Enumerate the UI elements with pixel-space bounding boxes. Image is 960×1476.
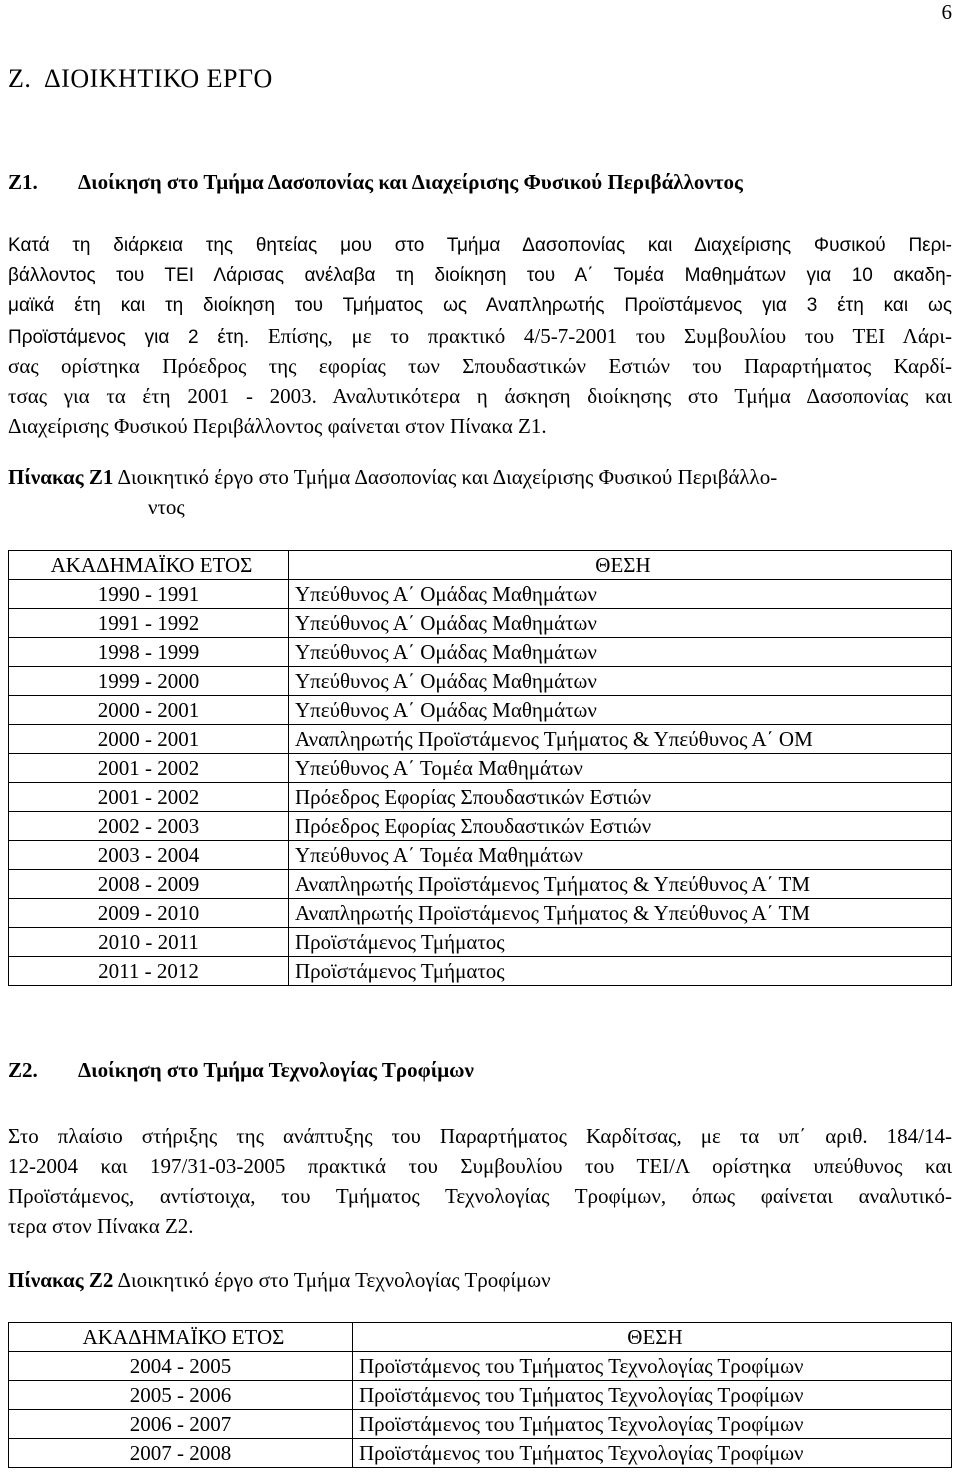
cell-year: 1990 - 1991 bbox=[9, 580, 289, 609]
z1-table bbox=[8, 550, 952, 986]
table-row bbox=[9, 696, 952, 725]
table-row bbox=[9, 812, 952, 841]
header-position: ΘΕΣΗ bbox=[353, 1323, 952, 1352]
table-row bbox=[9, 899, 952, 928]
z1-line-7: Διαχείρισης Φυσικού Περιβάλλοντος φαίνεται στον Πίνακα Ζ1. bbox=[8, 414, 547, 438]
cell-position: Υπεύθυνος Α΄ Ομάδας Μαθημάτων bbox=[289, 580, 952, 609]
table-row bbox=[9, 580, 952, 609]
cell-position: Προϊστάμενος Τμήματος bbox=[289, 957, 952, 986]
table-row bbox=[9, 841, 952, 870]
cell-year: 2002 - 2003 bbox=[9, 812, 289, 841]
cell-year: 2006 - 2007 bbox=[9, 1410, 353, 1439]
table-row bbox=[9, 754, 952, 783]
cell-position: Υπεύθυνος Α΄ Ομάδας Μαθημάτων bbox=[289, 609, 952, 638]
z2-line-2: 12-2004 και 197/31-03-2005 πρακτικά του Συμβουλίου του ΤΕΙ/Λ ορίστηκα υπεύθυνος και bbox=[8, 1154, 952, 1178]
cell-position: Προϊστάμενος του Τμήματος Τεχνολογίας Τροφίμων bbox=[353, 1410, 952, 1439]
section-heading: Ζ. ΔΙΟΙΚΗΤΙΚΟ ΕΡΓΟ bbox=[8, 64, 273, 93]
table-row bbox=[9, 783, 952, 812]
cell-year: 2007 - 2008 bbox=[9, 1439, 353, 1468]
cell-position: Προϊστάμενος του Τμήματος Τεχνολογίας Τροφίμων bbox=[353, 1381, 952, 1410]
z2-line-3: Προϊστάμενος, αντίστοιχα, του Τμήματος Τεχνολογίας Τροφίμων, όπως φαίνεται αναλυτικό- bbox=[8, 1184, 952, 1208]
cell-year: 2001 - 2002 bbox=[9, 783, 289, 812]
z1-title: Διοίκηση στο Τμήμα Δασοπονίας και Διαχείρισης Φυσικού Περιβάλλοντος bbox=[78, 170, 743, 194]
table-row bbox=[9, 1439, 952, 1468]
cell-position: Προϊστάμενος του Τμήματος Τεχνολογίας Τροφίμων bbox=[353, 1439, 952, 1468]
z2-caption-text: Διοικητικό έργο στο Τμήμα Τεχνολογίας Τροφίμων bbox=[117, 1268, 551, 1292]
z1-line-3: μαϊκά έτη και τη διοίκηση του Τμήματος ως Αναπληρωτής Προϊστάμενος για 3 έτη και ως bbox=[8, 295, 952, 316]
header-position: ΘΕΣΗ bbox=[289, 551, 952, 580]
header-year: ΑΚΑΔΗΜΑΪΚΟ ΕΤΟΣ bbox=[9, 551, 289, 580]
table-row bbox=[9, 667, 952, 696]
z2-paragraph bbox=[8, 1121, 952, 1241]
z1-line-4-rest: Επίσης, με το πρακτικό 4/5-7-2001 του Συμβουλίου του ΤΕΙ Λάρι- bbox=[267, 324, 952, 348]
cell-position: Προϊστάμενος Τμήματος bbox=[289, 928, 952, 957]
cell-position: Αναπληρωτής Προϊστάμενος Τμήματος & Υπεύθυνος Α΄ ΤΜ bbox=[289, 899, 952, 928]
cell-position: Υπεύθυνος Α΄ Ομάδας Μαθημάτων bbox=[289, 638, 952, 667]
page-number: 6 bbox=[941, 0, 952, 24]
z1-line-4-start: Προϊστάμενος για 2 έτη. bbox=[8, 327, 250, 348]
z1-line-1: Κατά τη διάρκεια της θητείας μου στο Τμήμα Δασοπονίας και Διαχείρισης Φυσικού Περι- bbox=[8, 235, 952, 256]
z1-caption-text: Διοικητικό έργο στο Τμήμα Δασοπονίας και Διαχείρισης Φυσικού Περιβάλλο- bbox=[117, 465, 778, 489]
cell-year: 2004 - 2005 bbox=[9, 1352, 353, 1381]
z2-line-4: τερα στον Πίνακα Ζ2. bbox=[8, 1214, 194, 1238]
table-row bbox=[9, 1352, 952, 1381]
cell-year: 2000 - 2001 bbox=[9, 725, 289, 754]
cell-position: Αναπληρωτής Προϊστάμενος Τμήματος & Υπεύθυνος Α΄ ΟΜ bbox=[289, 725, 952, 754]
table-row bbox=[9, 870, 952, 899]
table-header-row bbox=[9, 551, 952, 580]
cell-year: 2003 - 2004 bbox=[9, 841, 289, 870]
header-year: ΑΚΑΔΗΜΑΪΚΟ ΕΤΟΣ bbox=[9, 1323, 353, 1352]
table-row bbox=[9, 638, 952, 667]
z1-number: Ζ1. bbox=[8, 170, 38, 194]
z2-line-1: Στο πλαίσιο στήριξης της ανάπτυξης του Παραρτήματος Καρδίτσας, με τα υπ΄ αριθ. 184/14- bbox=[8, 1124, 952, 1148]
cell-year: 2009 - 2010 bbox=[9, 899, 289, 928]
z1-line-6-rest: Αναλυτικότερα η άσκηση διοίκησης στο Τμήμα Δασοπονίας και bbox=[332, 384, 953, 408]
table-row bbox=[9, 725, 952, 754]
table-header-row bbox=[9, 1323, 952, 1352]
z1-caption-label: Πίνακας Ζ1 bbox=[8, 465, 114, 489]
table-row bbox=[9, 1410, 952, 1439]
z2-table bbox=[8, 1322, 952, 1468]
z1-table-body bbox=[9, 551, 952, 986]
z2-heading bbox=[8, 1058, 474, 1083]
cell-position: Υπεύθυνος Α΄ Ομάδας Μαθημάτων bbox=[289, 667, 952, 696]
cell-year: 2008 - 2009 bbox=[9, 870, 289, 899]
z1-table-caption bbox=[8, 462, 952, 492]
z1-line-5: σας ορίστηκα Πρόεδρος της εφορίας των Σπουδαστικών Εστιών του Παραρτήματος Καρδί- bbox=[8, 354, 952, 378]
z2-title: Διοίκηση στο Τμήμα Τεχνολογίας Τροφίμων bbox=[78, 1058, 474, 1082]
table-row bbox=[9, 609, 952, 638]
cell-year: 2000 - 2001 bbox=[9, 696, 289, 725]
cell-position: Υπεύθυνος Α΄ Τομέα Μαθημάτων bbox=[289, 754, 952, 783]
z2-table-caption bbox=[8, 1265, 952, 1295]
cell-year: 1999 - 2000 bbox=[9, 667, 289, 696]
cell-year: 2011 - 2012 bbox=[9, 957, 289, 986]
z1-line-6-start: τσας για τα έτη 2001 - 2003. bbox=[8, 384, 317, 408]
table-row bbox=[9, 957, 952, 986]
cell-year: 2010 - 2011 bbox=[9, 928, 289, 957]
cell-year: 2001 - 2002 bbox=[9, 754, 289, 783]
z2-number: Ζ2. bbox=[8, 1058, 38, 1082]
cell-position: Πρόεδρος Εφορίας Σπουδαστικών Εστιών bbox=[289, 812, 952, 841]
table-row bbox=[9, 1381, 952, 1410]
z1-line-2: βάλλοντος του ΤΕΙ Λάρισας ανέλαβα τη διοίκηση του Α΄ Τομέα Μαθημάτων για 10 ακαδη- bbox=[8, 265, 952, 286]
table-row bbox=[9, 928, 952, 957]
cell-position: Υπεύθυνος Α΄ Ομάδας Μαθημάτων bbox=[289, 696, 952, 725]
cell-position: Πρόεδρος Εφορίας Σπουδαστικών Εστιών bbox=[289, 783, 952, 812]
z1-caption-cont: ντος bbox=[148, 495, 185, 519]
z1-heading bbox=[8, 170, 743, 195]
cell-position: Υπεύθυνος Α΄ Τομέα Μαθημάτων bbox=[289, 841, 952, 870]
z1-line-6 bbox=[8, 381, 952, 411]
z2-caption-label: Πίνακας Ζ2 bbox=[8, 1268, 114, 1292]
cell-position: Αναπληρωτής Προϊστάμενος Τμήματος & Υπεύθυνος Α΄ ΤΜ bbox=[289, 870, 952, 899]
cell-year: 2005 - 2006 bbox=[9, 1381, 353, 1410]
cell-position: Προϊστάμενος του Τμήματος Τεχνολογίας Τροφίμων bbox=[353, 1352, 952, 1381]
z2-table-body bbox=[9, 1323, 952, 1468]
z1-paragraph bbox=[8, 231, 952, 441]
cell-year: 1991 - 1992 bbox=[9, 609, 289, 638]
z1-line-4 bbox=[8, 321, 952, 351]
cell-year: 1998 - 1999 bbox=[9, 638, 289, 667]
